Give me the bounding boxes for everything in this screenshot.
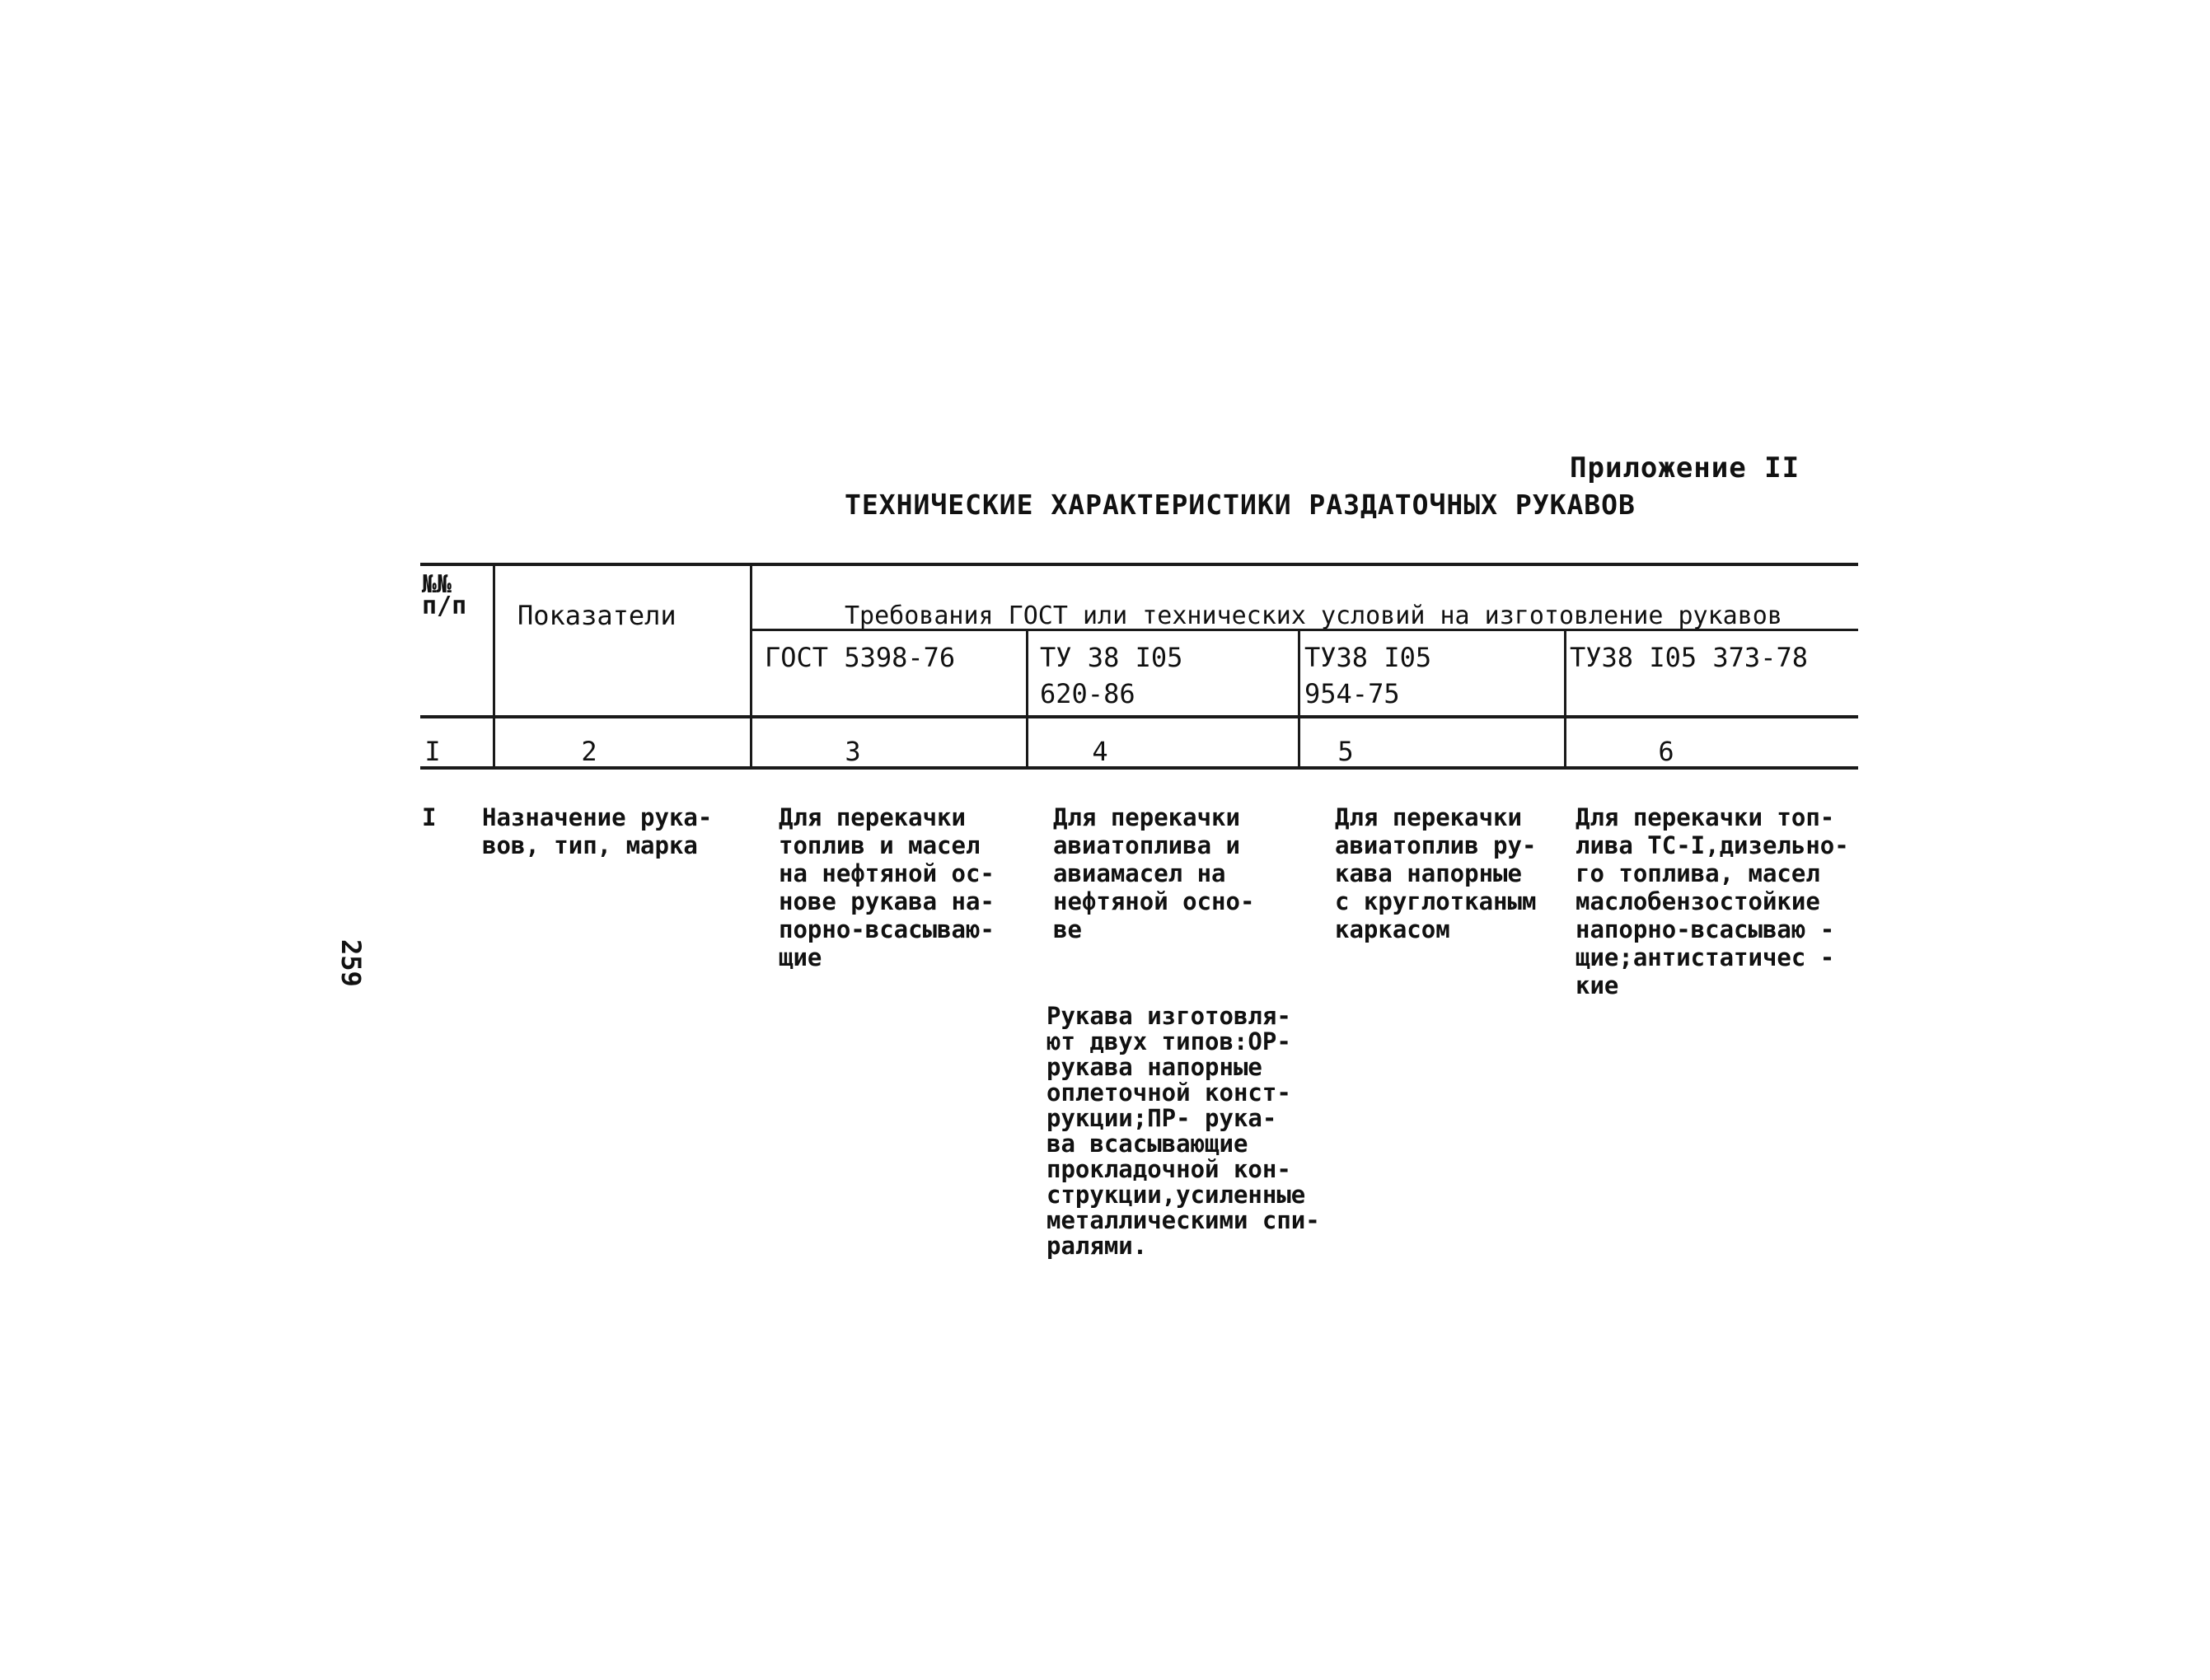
subheader-gost-5398: ГОСТ 5398-76 (765, 642, 956, 673)
row-number: I (422, 803, 437, 831)
header-number: №№ п/п (422, 570, 467, 620)
column-numbers-rule (420, 766, 1858, 770)
column-number-2: 2 (581, 736, 597, 767)
subheader-tu-954: ТУ38 I05 954-75 (1304, 642, 1432, 709)
header-indicator: Показатели (517, 600, 677, 631)
row-indicator: Назначение рука- вов, тип, марка (482, 803, 713, 859)
document-title: ТЕХНИЧЕСКИЕ ХАРАКТЕРИСТИКИ РАЗДАТОЧНЫХ РУКАВОВ (845, 489, 1636, 521)
table-top-rule (420, 563, 1858, 566)
subheader-tu-620: ТУ 38 I05 620-86 (1040, 642, 1183, 709)
col-divider-2 (750, 565, 752, 766)
hose-types-note: Рукава изготовля- ют двух типов:ОР- рукава напорные оплеточной конст- рукции;ПР- рука- ва всасывающие прокладочной кон- струкции,усиленные металлическими спи- ралями. (1046, 1002, 1320, 1260)
col-divider-3 (1026, 631, 1028, 766)
header-requirements-group: Требования ГОСТ или технических условий на изготовление рукавов (845, 601, 1782, 630)
col-divider-1 (493, 565, 495, 766)
row-gost-5398: Для перекачки топлив и масел на нефтяной ос- нове рукава на- порно-всасываю- щие (779, 803, 995, 971)
column-number-3: 3 (845, 736, 861, 767)
subheader-tu-373: ТУ38 I05 373-78 (1570, 642, 1808, 673)
col-divider-4 (1298, 631, 1300, 766)
page-number: 259 (335, 939, 367, 987)
header-bottom-rule (420, 715, 1858, 718)
appendix-label: Приложение II (1570, 452, 1800, 484)
column-number-5: 5 (1337, 736, 1354, 767)
column-number-6: 6 (1658, 736, 1674, 767)
row-tu-620: Для перекачки авиатоплива и авиамасел на нефтяной осно- ве (1053, 803, 1255, 943)
col-divider-5 (1564, 631, 1566, 766)
row-tu-373: Для перекачки топ- лива ТС-I,дизельно- го топлива, масел маслобензостойкие напорно-всасываю - щие;антистатичес - кие (1576, 803, 1849, 999)
column-number-4: 4 (1092, 736, 1108, 767)
row-tu-954: Для перекачки авиатоплив ру- кава напорные с круглотканым каркасом (1335, 803, 1537, 943)
column-number-1: I (424, 736, 441, 767)
